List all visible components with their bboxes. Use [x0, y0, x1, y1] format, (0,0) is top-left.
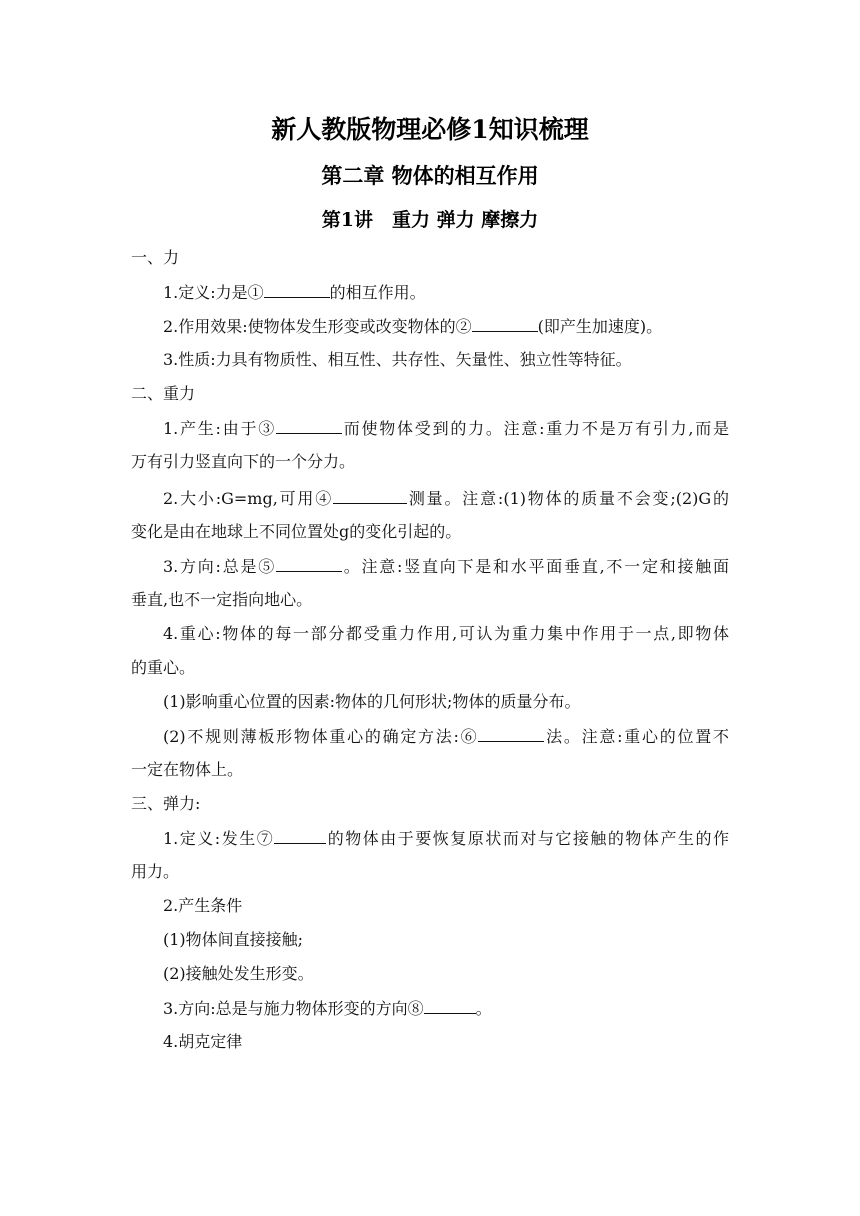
lecture-title: 第1讲 重力 弹力 摩擦力 — [321, 209, 539, 231]
gravity-direction: 3.方向:总是⑤ 。注意:竖直向下是和水平面垂直,不一定和接触面 — [163, 557, 729, 576]
condition-contact: (1)物体间直接接触; — [163, 930, 304, 949]
blank-2 — [472, 316, 538, 332]
gravity-direction-cont: 垂直,也不一定指向地心。 — [131, 590, 313, 609]
force-effect: 2.作用效果:使物体发生形变或改变物体的② (即产生加速度)。 — [163, 317, 663, 336]
blank-7 — [274, 828, 326, 844]
elastic-force-definition-cont: 用力。 — [131, 862, 180, 881]
document-title: 新人教版物理必修1知识梳理 — [271, 115, 589, 144]
gravity-origin: 1.产生:由于③ 而使物体受到的力。注意:重力不是万有引力,而是 — [163, 419, 729, 438]
force-definition: 1.定义:力是① 的相互作用。 — [163, 283, 426, 302]
gravity-magnitude: 2.大小:G=mg,可用④ 测量。注意:(1)物体的质量不会变;(2)G的 — [163, 489, 729, 508]
blank-4 — [333, 488, 407, 504]
center-of-gravity-factors: (1)影响重心位置的因素:物体的几何形状;物体的质量分布。 — [163, 692, 581, 711]
section-heading-elastic-force: 三、弹力: — [131, 794, 201, 813]
elastic-force-definition: 1.定义:发生⑦ 的物体由于要恢复原状而对与它接触的物体产生的作 — [163, 829, 729, 848]
blank-5 — [276, 556, 342, 572]
blank-1 — [264, 282, 330, 298]
elastic-force-direction: 3.方向:总是与施力物体形变的方向⑧ 。 — [163, 999, 492, 1018]
force-property: 3.性质:力具有物质性、相互性、共存性、矢量性、独立性等特征。 — [163, 350, 632, 369]
blank-6 — [478, 726, 544, 742]
section-heading-force: 一、力 — [131, 248, 180, 267]
gravity-origin-cont: 万有引力竖直向下的一个分力。 — [131, 452, 356, 471]
center-of-gravity: 4.重心:物体的每一部分都受重力作用,可认为重力集中作用于一点,即物体 — [163, 624, 729, 643]
elastic-force-conditions: 2.产生条件 — [163, 896, 243, 915]
gravity-magnitude-cont: 变化是由在地球上不同位置处g的变化引起的。 — [131, 522, 462, 541]
blank-8 — [424, 998, 476, 1014]
condition-deformation: (2)接触处发生形变。 — [163, 964, 314, 983]
chapter-title: 第二章 物体的相互作用 — [321, 163, 539, 188]
center-of-gravity-cont: 的重心。 — [131, 658, 196, 677]
center-of-gravity-method: (2)不规则薄板形物体重心的确定方法:⑥ 法。注意:重心的位置不 — [163, 727, 729, 746]
hookes-law: 4.胡克定律 — [163, 1032, 243, 1051]
center-of-gravity-method-cont: 一定在物体上。 — [131, 760, 244, 779]
blank-3 — [276, 418, 342, 434]
section-heading-gravity: 二、重力 — [131, 384, 196, 403]
